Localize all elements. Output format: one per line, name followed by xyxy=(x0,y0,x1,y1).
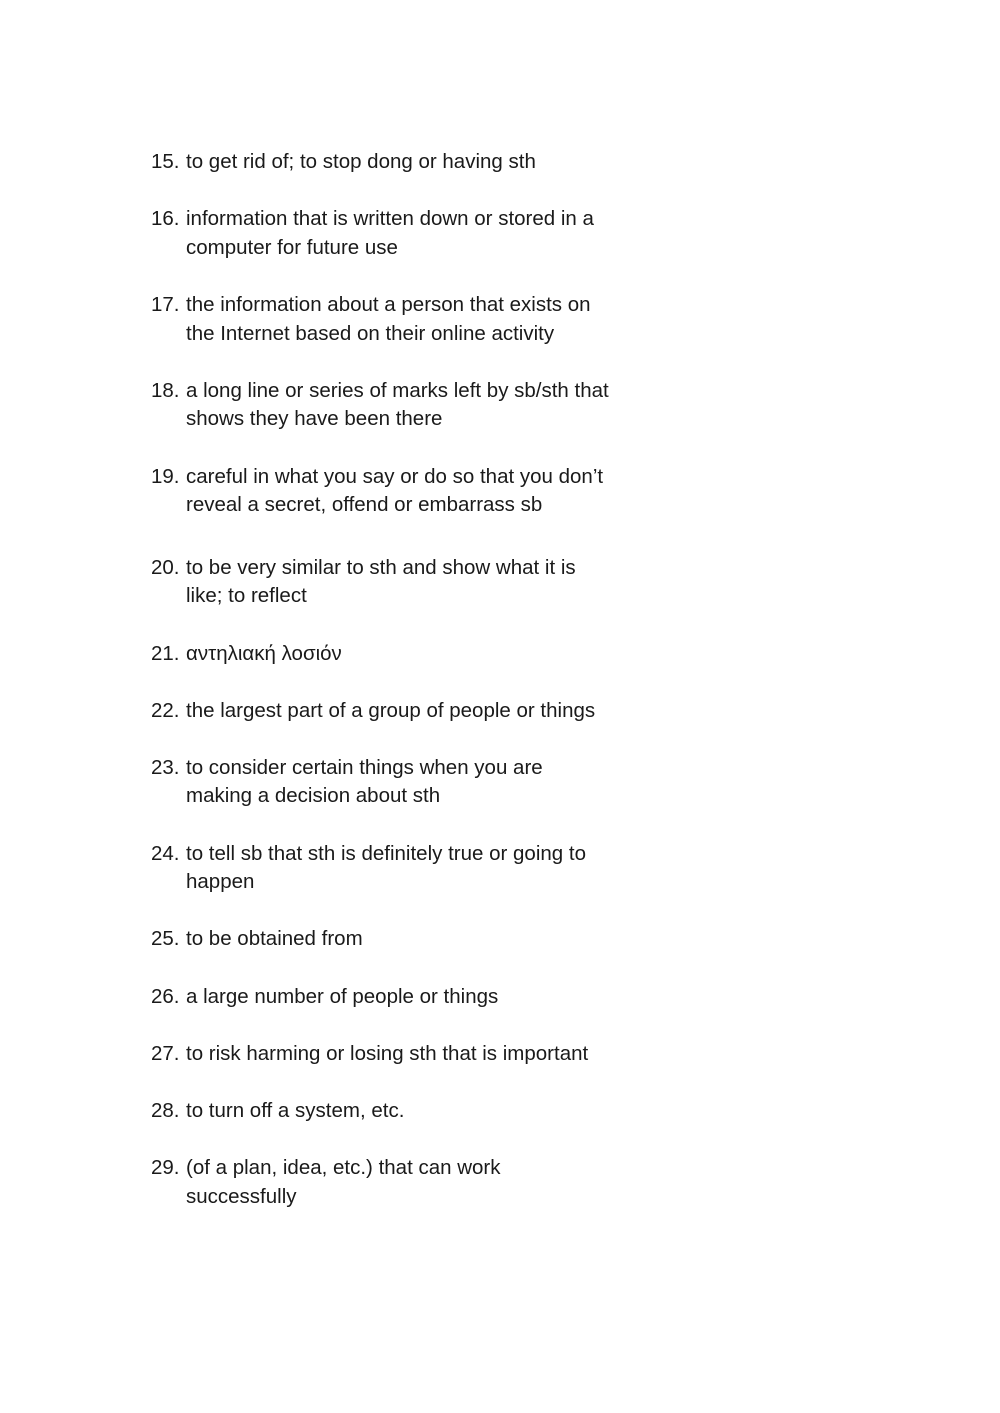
definition-item-23 xyxy=(151,754,611,811)
definition-item-27 xyxy=(151,1040,611,1069)
definition-item-21 xyxy=(151,640,611,669)
item-text: to get rid of; to stop dong or having sth xyxy=(186,150,536,173)
item-number: 16. xyxy=(151,207,180,231)
definition-item-20 xyxy=(151,554,611,611)
definition-item-28 xyxy=(151,1097,611,1126)
item-number: 27. xyxy=(151,1041,180,1065)
definition-item-19 xyxy=(151,463,611,520)
item-text: to consider certain things when you are making a decision about sth xyxy=(186,755,543,808)
item-text: to be very similar to sth and show what it is like; to reflect xyxy=(186,555,576,608)
item-text: information that is written down or stored in a computer for future use xyxy=(186,207,594,259)
item-number: 25. xyxy=(151,927,180,951)
item-number: 29. xyxy=(151,1156,180,1180)
item-text: (of a plan, idea, etc.) that can work successfully xyxy=(186,1156,501,1208)
definition-item-22 xyxy=(151,697,611,726)
item-text: to be obtained from xyxy=(186,927,363,951)
definition-list xyxy=(151,148,611,1240)
item-text: to tell sb that sth is definitely true or going to happen xyxy=(186,841,586,894)
item-number: 22. xyxy=(151,698,180,722)
item-text: to risk harming or losing sth that is important xyxy=(186,1041,589,1065)
item-number: 18. xyxy=(151,378,180,402)
item-text: the information about a person that exists on the Internet based on their online activity xyxy=(186,292,591,345)
definition-item-25 xyxy=(151,925,611,954)
item-text: αντηλιακή λοσιόν xyxy=(186,641,342,665)
item-text: the largest part of a group of people or things xyxy=(186,698,596,722)
item-text: a long line or series of marks left by sb/sth that shows they have been there xyxy=(186,378,609,431)
definition-item-15 xyxy=(151,148,611,177)
definition-item-18 xyxy=(151,377,611,434)
definition-item-29 xyxy=(151,1154,611,1211)
item-number: 26. xyxy=(151,984,180,1008)
item-number: 24. xyxy=(151,841,180,865)
definition-item-24 xyxy=(151,840,611,897)
item-number: 17. xyxy=(151,292,180,316)
item-number: 20. xyxy=(151,555,180,579)
item-text: careful in what you say or do so that you don’t reveal a secret, offend or embarrass sb xyxy=(186,464,604,517)
item-text: a large number of people or things xyxy=(186,984,499,1008)
item-number: 21. xyxy=(151,641,180,665)
item-number: 23. xyxy=(151,755,180,779)
item-text: to turn off a system, etc. xyxy=(186,1099,405,1122)
item-number: 15. xyxy=(151,150,180,173)
definition-item-16 xyxy=(151,205,611,262)
item-number: 28. xyxy=(151,1099,180,1122)
definition-item-26 xyxy=(151,983,611,1012)
definition-item-17 xyxy=(151,291,611,348)
item-number: 19. xyxy=(151,464,180,488)
